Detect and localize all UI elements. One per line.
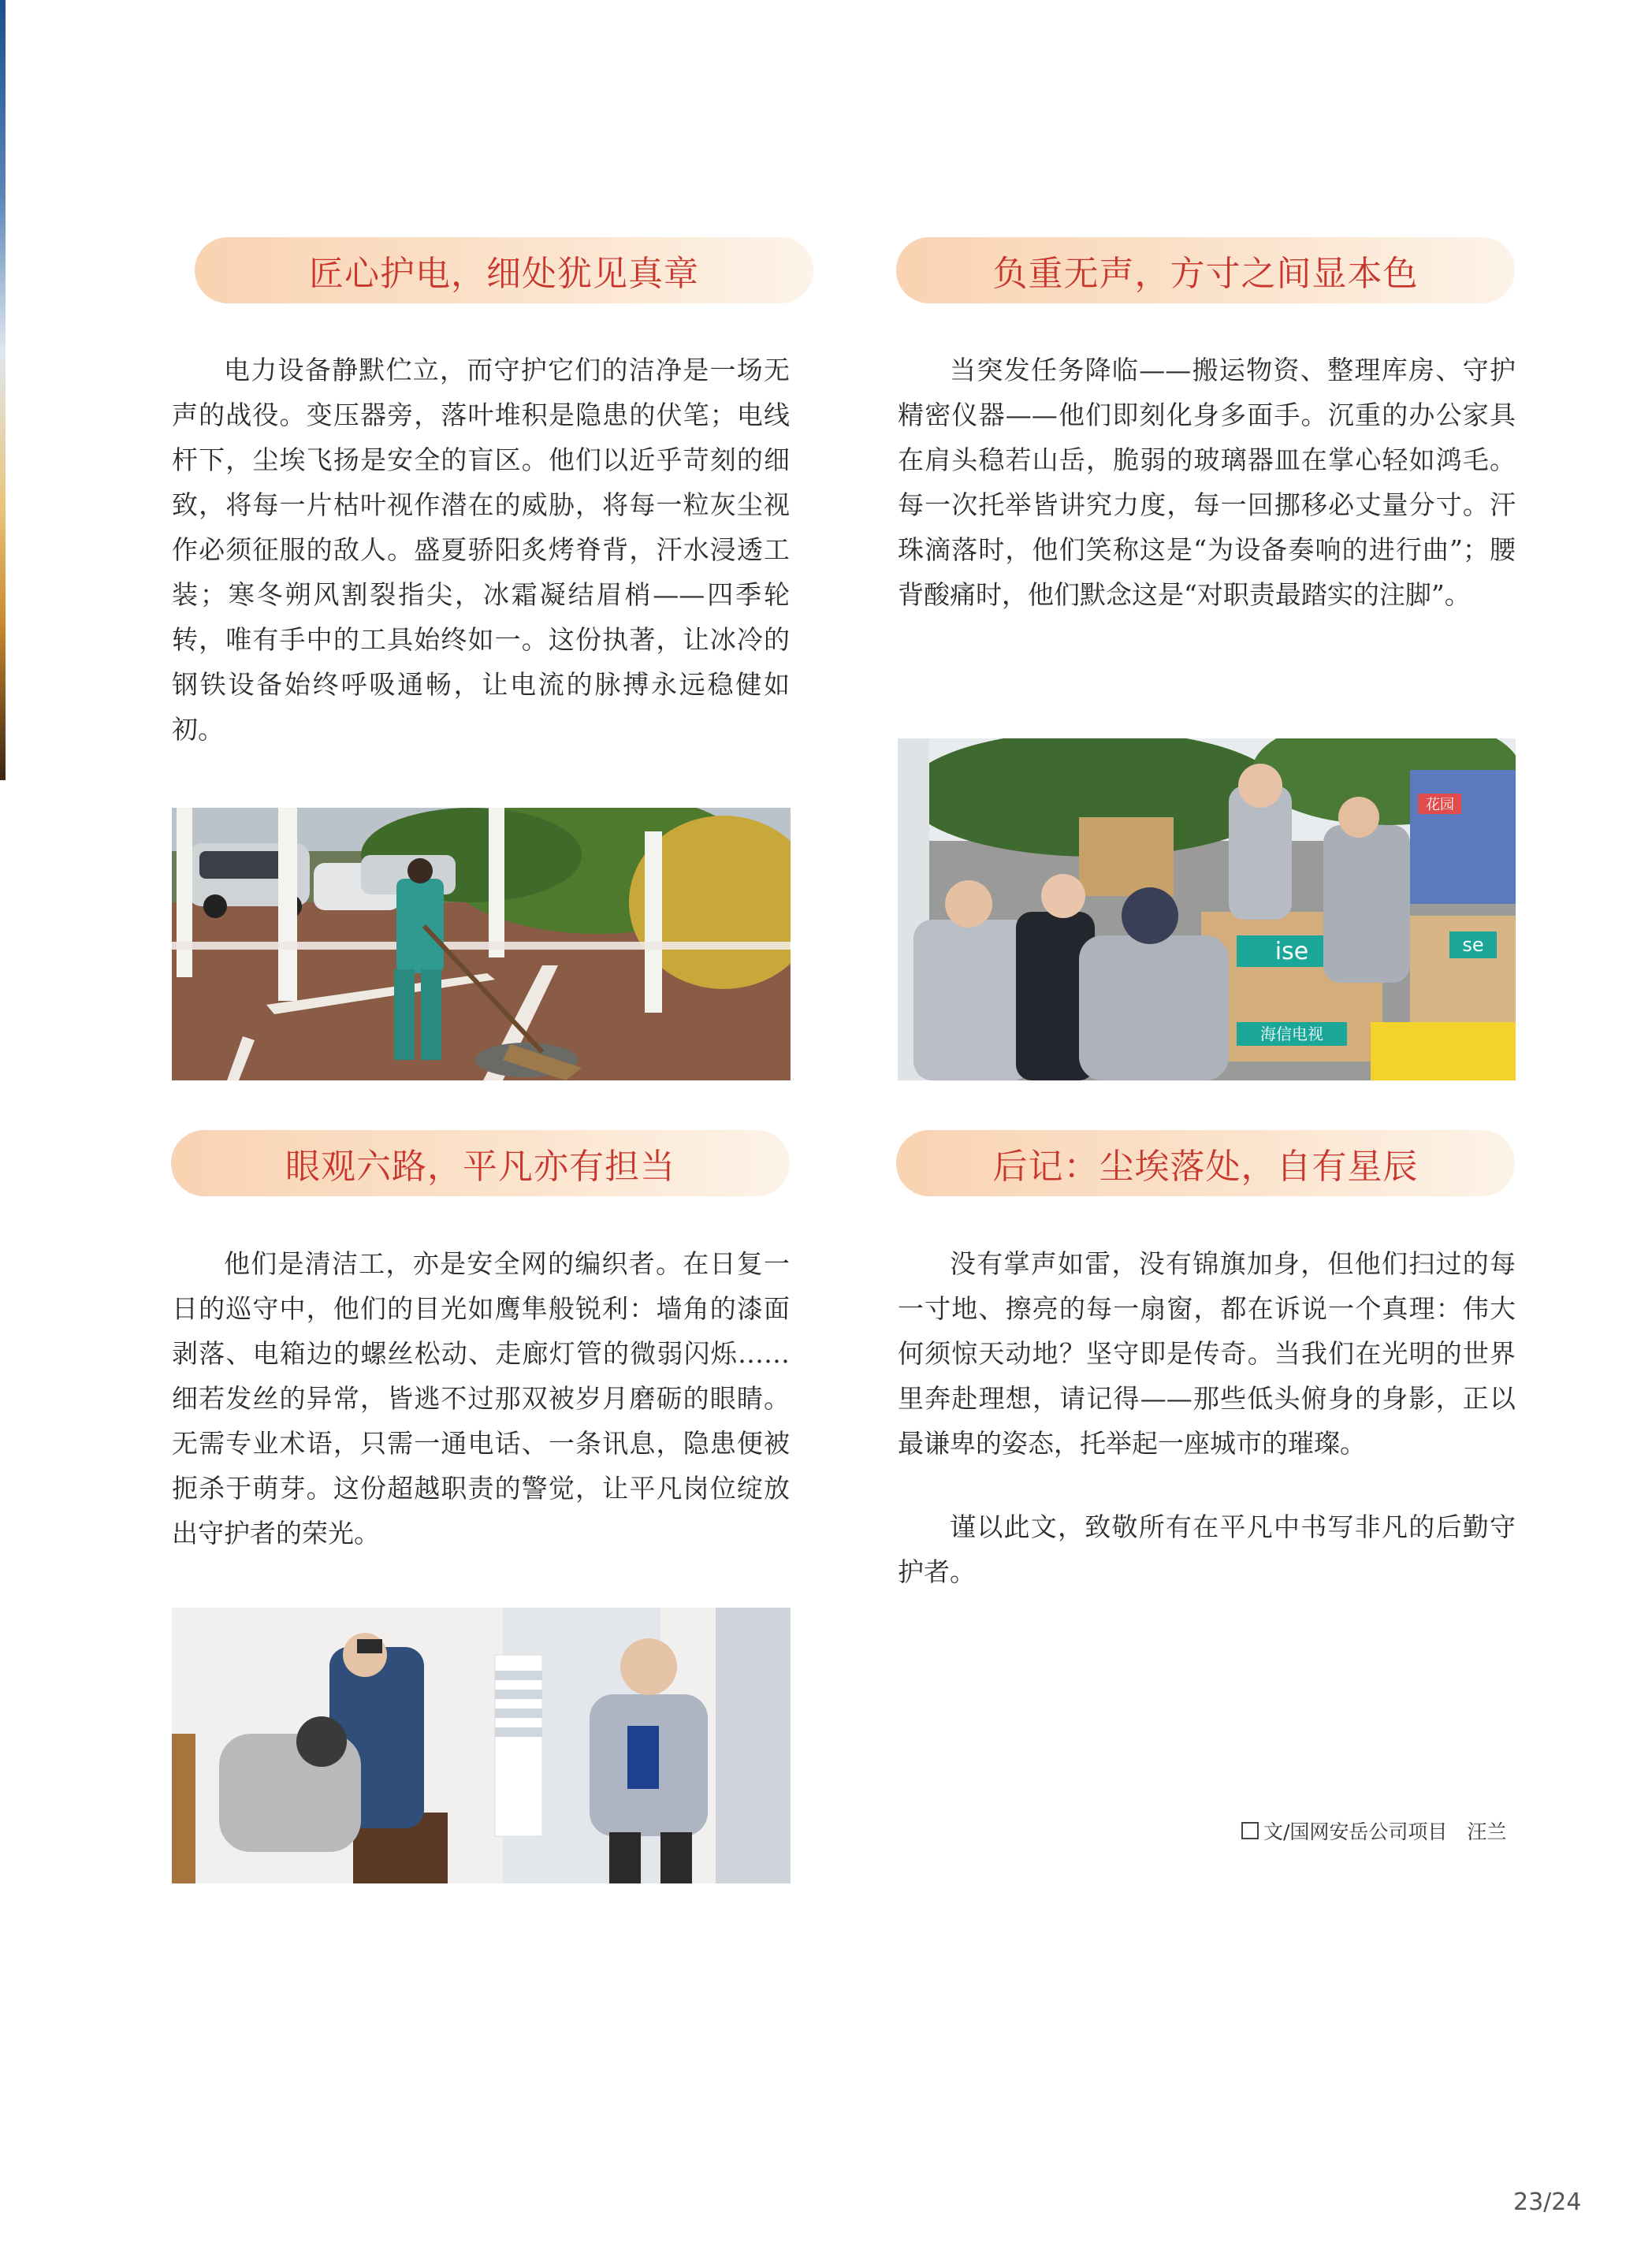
section-3-paragraph: 他们是清洁工，亦是安全网的编织者。在日复一日的巡守中，他们的目光如鹰隼般锐利：墙角的漆面剥落、电箱边的螺丝松动、走廊灯管的微弱闪烁……细若发丝的异常，皆逃不过那双被岁月磨砺的眼睛。无需专业术语，只需一通电话、一条讯息，隐患便被扼杀于萌芽。这份超越职责的警觉，让平凡岗位绽放出守护者的荣光。	[172, 1248, 790, 1549]
section-heading-3	[171, 1130, 790, 1196]
section-heading-4	[896, 1130, 1515, 1196]
photo-sweeping-parking-lot	[172, 808, 791, 1080]
section-heading-1	[195, 237, 813, 303]
section-heading-4-text: 后记：尘埃落处，自有星辰	[992, 1147, 1419, 1187]
section-heading-1-text: 匠心护电，细处犹见真章	[309, 254, 699, 294]
box-model-text: 海信电视	[1260, 1024, 1323, 1043]
photo-carrying-boxes	[898, 738, 1516, 1080]
section-4-closing-paragraph: 谨以此文，致敬所有在平凡中书写非凡的后勤守护者。	[898, 1511, 1516, 1587]
section-2-paragraph: 当突发任务降临——搬运物资、整理库房、守护精密仪器——他们即刻化身多面手。沉重的办公家具在肩头稳若山岳，脆弱的玻璃器皿在掌心轻如鸿毛。每一次托举皆讲究力度，每一回挪移必丈量分寸。汗珠滴落时，他们笑称这是“为设备奏响的进行曲”；腰背酸痛时，他们默念这是“对职责最踏实的注脚”。	[898, 355, 1516, 610]
section-4-paragraph: 没有掌声如雷，没有锦旗加身，但他们扫过的每一寸地、擦亮的每一扇窗，都在诉说一个真理：伟大何须惊天动地？坚守即是传奇。当我们在光明的世界里奔赴理想，请记得——那些低头俯身的身影，正以最谦卑的姿态，托举起一座城市的璀璨。	[898, 1248, 1516, 1459]
edge-color-strip	[0, 0, 6, 780]
shop-sign-text: 花园	[1426, 797, 1454, 813]
byline	[1241, 1816, 1506, 1845]
section-heading-2	[896, 237, 1515, 303]
section-heading-2-text: 负重无声，方寸之间显本色	[992, 254, 1419, 294]
section-heading-3-text: 眼观六路，平凡亦有担当	[285, 1147, 675, 1187]
section-1-paragraph: 电力设备静默伫立，而守护它们的洁净是一场无声的战役。变压器旁，落叶堆积是隐患的伏笔；电线杆下，尘埃飞扬是安全的盲区。他们以近乎苛刻的细致，将每一片枯叶视作潜在的威胁，将每一粒灰尘视作必须征服的敌人。盛夏骄阳炙烤脊背，汗水浸透工装；寒冬朔风割裂指尖，冰霜凝结眉梢——四季轮转，唯有手中的工具始终如一。这份执著，让冰冷的钢铁设备始终呼吸通畅，让电流的脉搏永远稳健如初。	[172, 355, 790, 745]
photo-indoor-inspection	[172, 1608, 791, 1883]
box-brand-text: ise	[1274, 938, 1309, 965]
box-brand-text-2: se	[1462, 934, 1484, 956]
byline-text: 文/国网安岳公司项目 汪兰	[1263, 1820, 1507, 1843]
square-box-icon	[1241, 1822, 1259, 1839]
page-number: 23/24	[1513, 2188, 1582, 2216]
